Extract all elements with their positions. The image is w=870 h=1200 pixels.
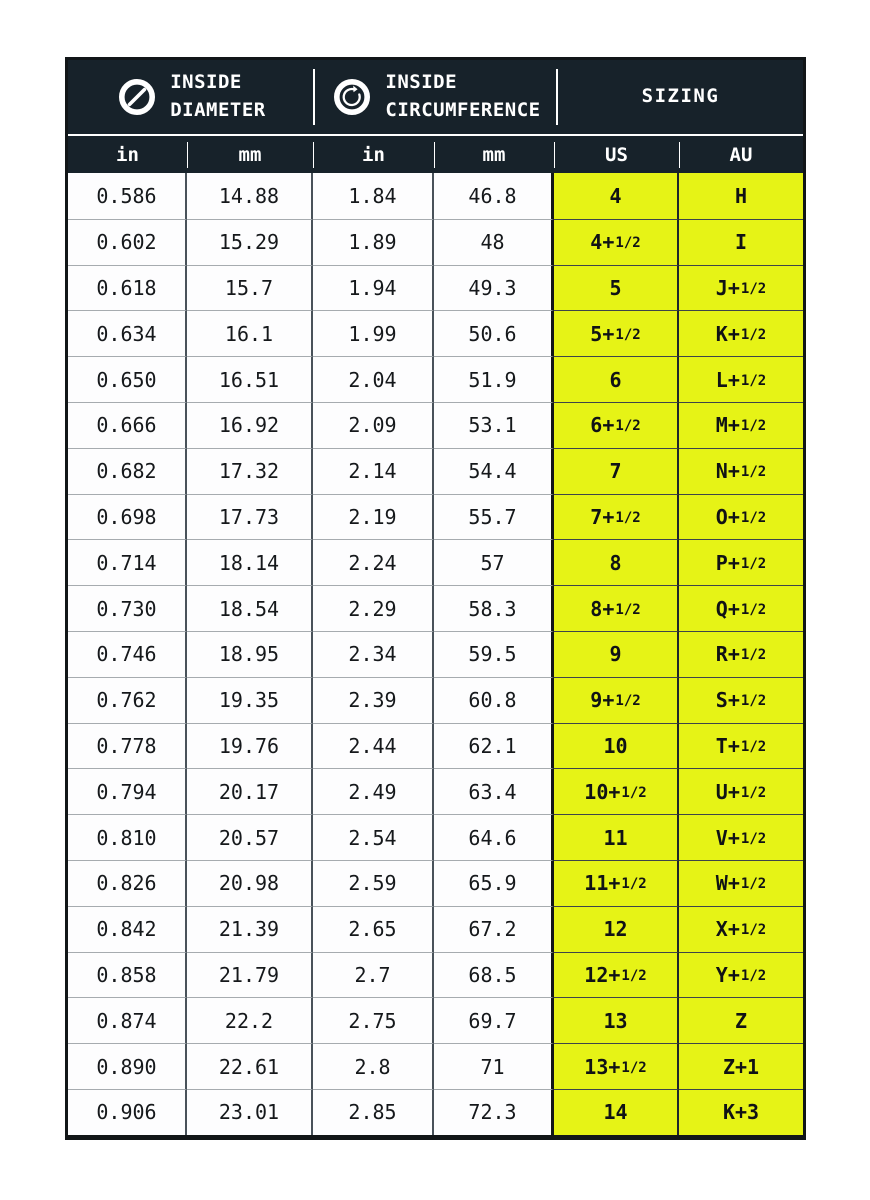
- cell-size-us: 7: [554, 448, 679, 494]
- cell-size-au: J+ 1/2: [679, 265, 803, 311]
- cell-diameter-in: 0.858: [68, 952, 187, 998]
- cell-circumference-in: 2.8: [313, 1043, 434, 1089]
- cell-circumference-mm: 57: [434, 539, 554, 585]
- cell-diameter-in: 0.602: [68, 219, 187, 265]
- cell-size-au: Z+1: [679, 1043, 803, 1089]
- cell-diameter-mm: 21.39: [187, 906, 313, 952]
- cell-circumference-in: 1.84: [313, 173, 434, 219]
- cell-circumference-mm: 71: [434, 1043, 554, 1089]
- cell-circumference-in: 2.09: [313, 402, 434, 448]
- cell-circumference-mm: 59.5: [434, 631, 554, 677]
- table-row: [68, 356, 803, 402]
- cell-size-au: S+ 1/2: [679, 677, 803, 723]
- cell-circumference-in: 2.75: [313, 997, 434, 1043]
- table-row: [68, 860, 803, 906]
- cell-circumference-in: 2.59: [313, 860, 434, 906]
- cell-diameter-mm: 22.2: [187, 997, 313, 1043]
- cell-size-us: 10+ 1/2: [554, 768, 679, 814]
- cell-size-au: N+ 1/2: [679, 448, 803, 494]
- cell-circumference-mm: 63.4: [434, 768, 554, 814]
- header-sizing: [558, 60, 803, 134]
- table-row: [68, 219, 803, 265]
- cell-diameter-in: 0.762: [68, 677, 187, 723]
- cell-size-us: 12: [554, 906, 679, 952]
- cell-diameter-mm: 19.76: [187, 723, 313, 769]
- cell-diameter-in: 0.810: [68, 814, 187, 860]
- cell-size-au: L+ 1/2: [679, 356, 803, 402]
- cell-circumference-in: 2.34: [313, 631, 434, 677]
- cell-diameter-mm: 20.98: [187, 860, 313, 906]
- cell-diameter-mm: 22.61: [187, 1043, 313, 1089]
- table-row: [68, 677, 803, 723]
- cell-size-us: 5: [554, 265, 679, 311]
- cell-size-au: T+ 1/2: [679, 723, 803, 769]
- cell-circumference-mm: 55.7: [434, 494, 554, 540]
- table-row: [68, 585, 803, 631]
- column-header-circumference-mm: mm: [434, 136, 554, 173]
- cell-size-us: 4: [554, 173, 679, 219]
- cell-size-us: 6: [554, 356, 679, 402]
- cell-circumference-in: 1.94: [313, 265, 434, 311]
- cell-size-au: V+ 1/2: [679, 814, 803, 860]
- cell-diameter-mm: 17.73: [187, 494, 313, 540]
- cell-size-us: 6+ 1/2: [554, 402, 679, 448]
- cell-circumference-in: 2.04: [313, 356, 434, 402]
- cell-circumference-in: 2.65: [313, 906, 434, 952]
- cell-circumference-mm: 46.8: [434, 173, 554, 219]
- cell-circumference-mm: 68.5: [434, 952, 554, 998]
- cell-circumference-mm: 58.3: [434, 585, 554, 631]
- table-row: [68, 310, 803, 356]
- cell-circumference-mm: 51.9: [434, 356, 554, 402]
- cell-diameter-mm: 20.17: [187, 768, 313, 814]
- cell-diameter-in: 0.666: [68, 402, 187, 448]
- table-row: [68, 265, 803, 311]
- table-row: [68, 906, 803, 952]
- cell-circumference-mm: 60.8: [434, 677, 554, 723]
- cell-size-au: W+ 1/2: [679, 860, 803, 906]
- cell-size-us: 12+ 1/2: [554, 952, 679, 998]
- cell-size-us: 9: [554, 631, 679, 677]
- cell-diameter-in: 0.618: [68, 265, 187, 311]
- table-row: [68, 448, 803, 494]
- cell-size-au: K+3: [679, 1089, 803, 1135]
- cell-size-us: 13+ 1/2: [554, 1043, 679, 1089]
- cell-size-us: 11: [554, 814, 679, 860]
- table-row: [68, 1089, 803, 1135]
- cell-size-au: Z: [679, 997, 803, 1043]
- table-row: [68, 631, 803, 677]
- cell-diameter-in: 0.746: [68, 631, 187, 677]
- cell-size-au: H: [679, 173, 803, 219]
- table-row: [68, 173, 803, 219]
- column-header-diameter-mm: mm: [187, 136, 313, 173]
- cell-circumference-mm: 50.6: [434, 310, 554, 356]
- cell-diameter-in: 0.906: [68, 1089, 187, 1135]
- cell-diameter-mm: 18.95: [187, 631, 313, 677]
- cell-diameter-in: 0.794: [68, 768, 187, 814]
- column-header-diameter-in: in: [68, 136, 187, 173]
- cell-size-us: 8: [554, 539, 679, 585]
- cell-diameter-mm: 23.01: [187, 1089, 313, 1135]
- cell-size-au: I: [679, 219, 803, 265]
- cell-circumference-mm: 72.3: [434, 1089, 554, 1135]
- table-row: [68, 539, 803, 585]
- cell-size-au: P+ 1/2: [679, 539, 803, 585]
- header-label: SIZING: [641, 85, 720, 108]
- ring-size-chart: [65, 57, 806, 1140]
- cell-diameter-mm: 18.14: [187, 539, 313, 585]
- circumference-icon: [332, 77, 372, 117]
- table-header: [68, 60, 803, 134]
- cell-size-au: O+ 1/2: [679, 494, 803, 540]
- cell-circumference-in: 2.39: [313, 677, 434, 723]
- cell-circumference-in: 2.44: [313, 723, 434, 769]
- cell-size-us: 7+ 1/2: [554, 494, 679, 540]
- cell-circumference-mm: 48: [434, 219, 554, 265]
- cell-diameter-mm: 15.29: [187, 219, 313, 265]
- cell-diameter-mm: 14.88: [187, 173, 313, 219]
- cell-diameter-in: 0.842: [68, 906, 187, 952]
- cell-diameter-mm: 16.1: [187, 310, 313, 356]
- cell-diameter-mm: 17.32: [187, 448, 313, 494]
- cell-diameter-in: 0.874: [68, 997, 187, 1043]
- cell-size-au: K+ 1/2: [679, 310, 803, 356]
- diameter-icon: [117, 77, 157, 117]
- cell-diameter-mm: 16.92: [187, 402, 313, 448]
- column-header-row: [68, 136, 803, 173]
- table-row: [68, 402, 803, 448]
- cell-circumference-mm: 62.1: [434, 723, 554, 769]
- cell-size-us: 8+ 1/2: [554, 585, 679, 631]
- cell-diameter-in: 0.682: [68, 448, 187, 494]
- table-row: [68, 952, 803, 998]
- table-row: [68, 814, 803, 860]
- cell-size-us: 11+ 1/2: [554, 860, 679, 906]
- cell-size-us: 14: [554, 1089, 679, 1135]
- cell-circumference-mm: 67.2: [434, 906, 554, 952]
- table-row: [68, 1043, 803, 1089]
- cell-size-us: 5+ 1/2: [554, 310, 679, 356]
- cell-circumference-in: 2.29: [313, 585, 434, 631]
- table-body: [68, 173, 803, 1135]
- cell-diameter-in: 0.650: [68, 356, 187, 402]
- cell-diameter-mm: 15.7: [187, 265, 313, 311]
- cell-circumference-in: 2.54: [313, 814, 434, 860]
- cell-diameter-mm: 19.35: [187, 677, 313, 723]
- cell-diameter-in: 0.698: [68, 494, 187, 540]
- cell-size-au: R+ 1/2: [679, 631, 803, 677]
- cell-size-au: M+ 1/2: [679, 402, 803, 448]
- header-inside-circumference: [315, 60, 558, 134]
- cell-diameter-in: 0.586: [68, 173, 187, 219]
- table-row: [68, 723, 803, 769]
- cell-diameter-mm: 21.79: [187, 952, 313, 998]
- cell-size-au: Q+ 1/2: [679, 585, 803, 631]
- cell-diameter-in: 0.714: [68, 539, 187, 585]
- cell-diameter-mm: 16.51: [187, 356, 313, 402]
- cell-size-us: 9+ 1/2: [554, 677, 679, 723]
- cell-circumference-mm: 53.1: [434, 402, 554, 448]
- header-label: INSIDE CIRCUMFERENCE: [385, 71, 541, 121]
- cell-diameter-in: 0.730: [68, 585, 187, 631]
- header-section-divider: [556, 69, 558, 125]
- cell-size-au: Y+ 1/2: [679, 952, 803, 998]
- cell-circumference-in: 2.49: [313, 768, 434, 814]
- cell-circumference-in: 1.99: [313, 310, 434, 356]
- column-header-us: US: [554, 136, 679, 173]
- header-inside-diameter: [68, 60, 315, 134]
- cell-circumference-mm: 69.7: [434, 997, 554, 1043]
- cell-diameter-in: 0.826: [68, 860, 187, 906]
- cell-circumference-in: 2.14: [313, 448, 434, 494]
- column-header-circumference-in: in: [313, 136, 434, 173]
- cell-diameter-in: 0.634: [68, 310, 187, 356]
- column-header-au: AU: [729, 143, 753, 166]
- cell-circumference-in: 2.24: [313, 539, 434, 585]
- cell-circumference-mm: 54.4: [434, 448, 554, 494]
- table-row: [68, 494, 803, 540]
- header-label: INSIDE DIAMETER: [170, 71, 266, 121]
- cell-circumference-mm: 64.6: [434, 814, 554, 860]
- cell-size-au: X+ 1/2: [679, 906, 803, 952]
- cell-diameter-in: 0.890: [68, 1043, 187, 1089]
- cell-diameter-mm: 20.57: [187, 814, 313, 860]
- cell-circumference-in: 2.7: [313, 952, 434, 998]
- cell-diameter-in: 0.778: [68, 723, 187, 769]
- cell-size-us: 13: [554, 997, 679, 1043]
- cell-circumference-mm: 65.9: [434, 860, 554, 906]
- header-section-divider: [313, 69, 315, 125]
- cell-size-au: U+ 1/2: [679, 768, 803, 814]
- cell-size-us: 4+ 1/2: [554, 219, 679, 265]
- cell-diameter-mm: 18.54: [187, 585, 313, 631]
- cell-circumference-in: 2.19: [313, 494, 434, 540]
- cell-size-us: 10: [554, 723, 679, 769]
- table-row: [68, 997, 803, 1043]
- cell-circumference-in: 1.89: [313, 219, 434, 265]
- table-row: [68, 768, 803, 814]
- cell-circumference-mm: 49.3: [434, 265, 554, 311]
- cell-circumference-in: 2.85: [313, 1089, 434, 1135]
